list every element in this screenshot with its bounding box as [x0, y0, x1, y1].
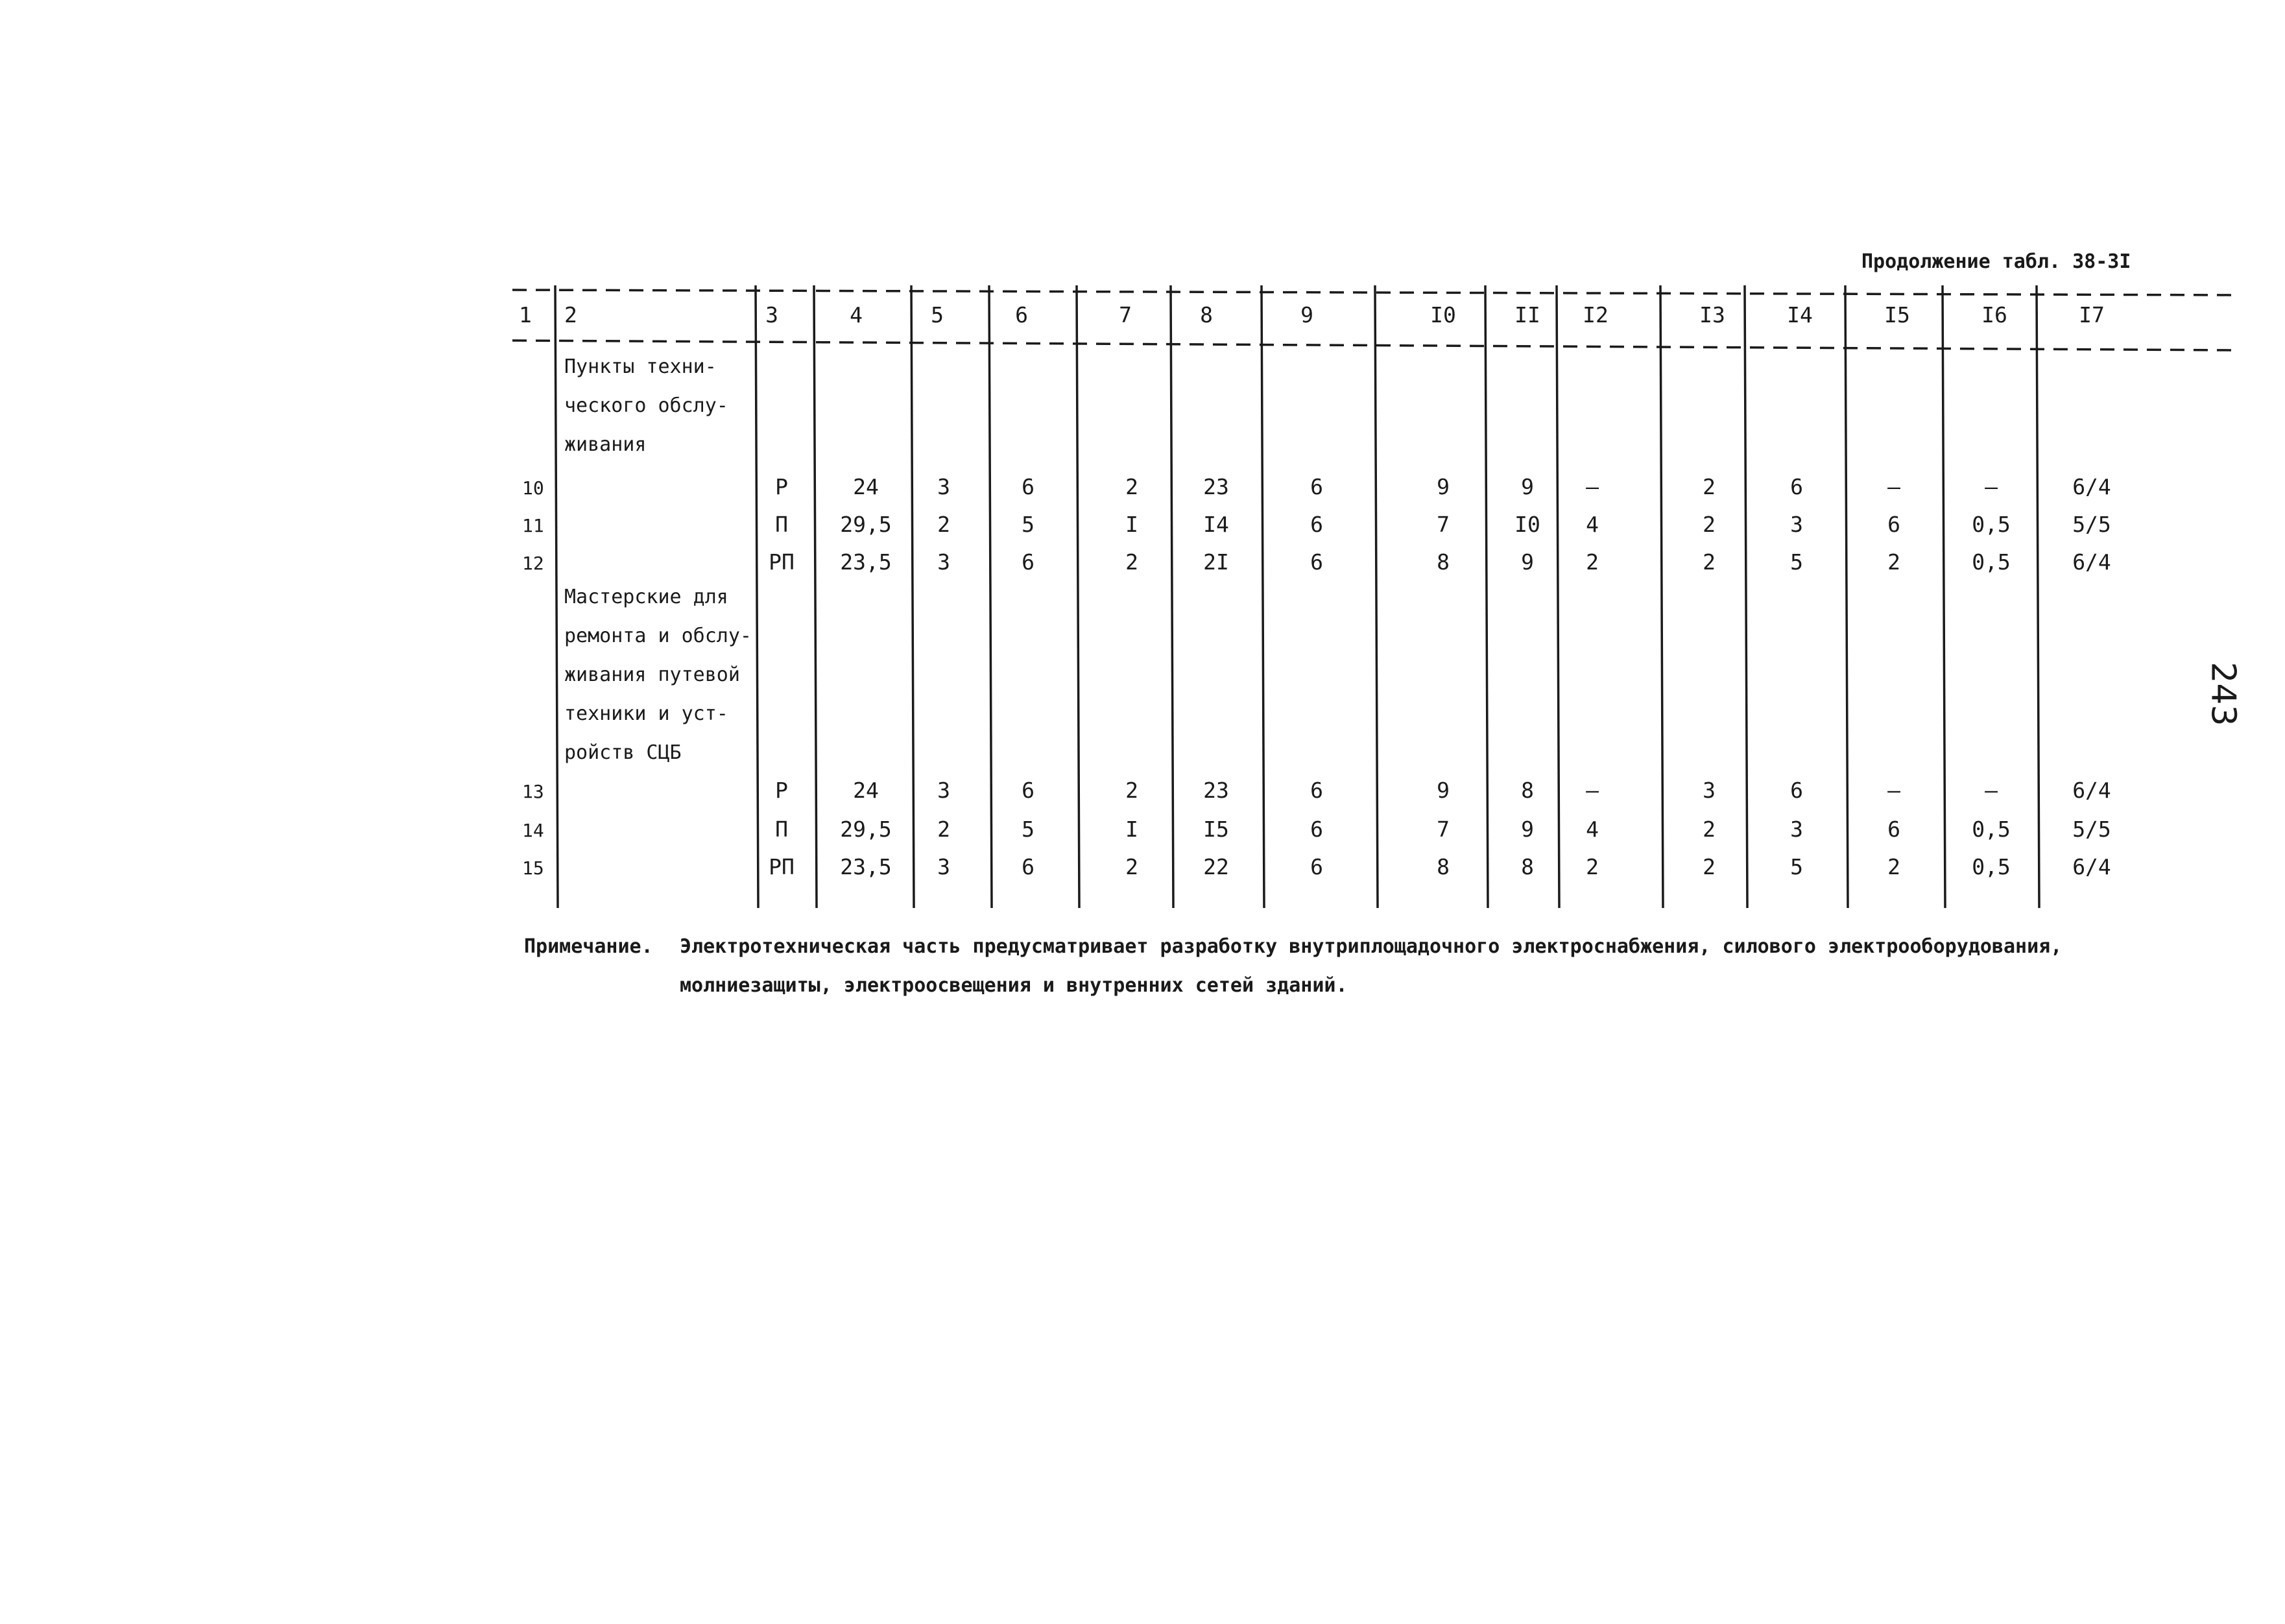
table-cell: 3 [937, 854, 950, 879]
header-cell: 3 [765, 302, 778, 328]
table-cell: – [1586, 778, 1599, 803]
table-cell: 8 [1437, 549, 1450, 575]
table-cell: РП [769, 854, 795, 879]
table-cell: 3 [1790, 817, 1803, 842]
page-number: 243 [2203, 662, 2243, 726]
table-cell: 2 [1703, 854, 1716, 879]
table-cell: 2 [1887, 854, 1900, 879]
header-cell: I7 [2079, 302, 2105, 328]
table-cell: 3 [1703, 778, 1716, 803]
table-cell: 4 [1586, 512, 1599, 537]
table-cell: 3 [937, 778, 950, 803]
table-continuation-label: Продолжение табл. 38-3I [1861, 250, 2131, 273]
table-cell: 5/5 [2072, 512, 2111, 537]
header-cell: 5 [931, 302, 944, 328]
table-cell: 6 [1887, 512, 1900, 537]
table-cell: 8 [1521, 854, 1534, 879]
header-cell: 2 [564, 302, 577, 328]
table-cell: 6 [1022, 778, 1035, 803]
table-cell: 5 [1022, 512, 1035, 537]
table-cell: Р [775, 778, 788, 803]
table-cell: П [775, 817, 788, 842]
table-cell: 2 [1586, 854, 1599, 879]
table-column-divider [1943, 285, 1945, 908]
row-group-label: ческого обслу- [564, 394, 728, 417]
row-number: 10 [522, 477, 544, 499]
table-cell: – [1887, 474, 1900, 499]
table-cell: П [775, 512, 788, 537]
table-cell: Р [775, 474, 788, 499]
header-cell: 1 [519, 302, 532, 328]
table-cell: 6/4 [2072, 854, 2111, 879]
header-cell: I5 [1884, 302, 1910, 328]
table-cell: I [1125, 817, 1138, 842]
row-group-label: живания [564, 433, 647, 456]
row-number: 12 [522, 553, 544, 574]
table-cell: 2 [1703, 512, 1716, 537]
table-cell: 24 [853, 778, 879, 803]
table-cell: 6 [1310, 778, 1323, 803]
table-cell: 7 [1437, 512, 1450, 537]
table-cell: 23,5 [840, 854, 892, 879]
table-cell: 2 [937, 512, 950, 537]
row-group-label: Пункты техни- [564, 355, 717, 378]
table-cell: РП [769, 549, 795, 575]
header-cell: 4 [850, 302, 863, 328]
table-cell: 5 [1790, 854, 1803, 879]
table-cell: 3 [1790, 512, 1803, 537]
table-cell: 9 [1521, 817, 1534, 842]
table-cell: 6/4 [2072, 549, 2111, 575]
table-cell: 24 [853, 474, 879, 499]
header-cell: II [1514, 302, 1540, 328]
table-cell: – [1887, 778, 1900, 803]
table-cell: 9 [1437, 474, 1450, 499]
table-cell: 9 [1437, 778, 1450, 803]
header-cell: I4 [1787, 302, 1813, 328]
header-cell: 8 [1200, 302, 1213, 328]
table-cell: 2 [1125, 549, 1138, 575]
header-cell: 9 [1300, 302, 1313, 328]
row-number: 14 [522, 820, 544, 841]
table-cell: 2 [1887, 549, 1900, 575]
table-cell: 2 [1703, 474, 1716, 499]
table-cell: 0,5 [1972, 512, 2011, 537]
table-cell: 2 [1586, 549, 1599, 575]
row-group-label: живания путевой [564, 663, 740, 686]
table-column-divider [1077, 285, 1079, 908]
table-cell: 9 [1521, 474, 1534, 499]
row-number: 15 [522, 857, 544, 879]
table-cell: 6/4 [2072, 474, 2111, 499]
table-cell: 6 [1790, 474, 1803, 499]
table-cell: 3 [937, 474, 950, 499]
table-cell: 7 [1437, 817, 1450, 842]
table-cell: I5 [1203, 817, 1229, 842]
table-column-divider [1557, 285, 1559, 908]
table-cell: 2 [1125, 854, 1138, 879]
table-cell: 0,5 [1972, 549, 2011, 575]
table-column-divider [1845, 285, 1848, 908]
table-cell: 3 [937, 549, 950, 575]
table-column-divider [2037, 285, 2039, 908]
table-column-divider [1375, 285, 1378, 908]
table-cell: 6 [1310, 549, 1323, 575]
table-cell: 2 [1703, 549, 1716, 575]
table-cell: 6 [1310, 474, 1323, 499]
table-cell: 29,5 [840, 817, 892, 842]
header-cell: I2 [1583, 302, 1609, 328]
table-cell: I [1125, 512, 1138, 537]
table-cell: – [1985, 778, 1998, 803]
table-column-divider [756, 285, 758, 908]
table-cell: 6 [1022, 854, 1035, 879]
table-cell: 2I [1203, 549, 1229, 575]
table-cell: 0,5 [1972, 817, 2011, 842]
table-cell: I4 [1203, 512, 1229, 537]
table-column-divider [555, 285, 558, 908]
table-cell: 6 [1022, 549, 1035, 575]
table-cell: I0 [1514, 512, 1540, 537]
table-cell: 2 [937, 817, 950, 842]
header-cell: 7 [1119, 302, 1132, 328]
row-number: 11 [522, 515, 544, 536]
table-cell: 22 [1203, 854, 1229, 879]
table-cell: 4 [1586, 817, 1599, 842]
table-cell: 23,5 [840, 549, 892, 575]
table-cell: 8 [1521, 778, 1534, 803]
row-group-label: Мастерские для [564, 586, 728, 608]
row-number: 13 [522, 781, 544, 802]
table-cell: 5 [1022, 817, 1035, 842]
table-cell: 2 [1125, 778, 1138, 803]
table-cell: 6 [1310, 512, 1323, 537]
note-text-line-1: Электротехническая часть предусматривает разработку внутриплощадочного электроснабжения, силового электрооборудования, [680, 935, 2063, 958]
table-cell: 5 [1790, 549, 1803, 575]
table-cell: 5/5 [2072, 817, 2111, 842]
table-cell: 6 [1887, 817, 1900, 842]
table-cell: – [1586, 474, 1599, 499]
table-cell: 6 [1310, 817, 1323, 842]
table-column-divider [1262, 285, 1264, 908]
header-cell: I0 [1430, 302, 1456, 328]
table-cell: 6 [1022, 474, 1035, 499]
table-cell: 2 [1125, 474, 1138, 499]
table-column-divider [1660, 285, 1663, 908]
table-column-divider [1485, 285, 1488, 908]
table-column-divider [814, 285, 817, 908]
header-cell: I3 [1699, 302, 1725, 328]
note-label: Примечание. [524, 935, 653, 958]
table-cell: 23 [1203, 474, 1229, 499]
header-cell: 6 [1015, 302, 1028, 328]
note-text-line-2: молниезащиты, электроосвещения и внутренних сетей зданий. [680, 974, 1348, 997]
table-cell: – [1985, 474, 1998, 499]
table-column-divider [911, 285, 914, 908]
header-cell: I6 [1981, 302, 2007, 328]
row-group-label: ройств СЦБ [564, 741, 682, 764]
table-cell: 9 [1521, 549, 1534, 575]
row-group-label: ремонта и обслу- [564, 625, 752, 647]
table-column-divider [1745, 285, 1747, 908]
table-cell: 8 [1437, 854, 1450, 879]
row-group-label: техники и уст- [564, 702, 728, 725]
table-column-divider [989, 285, 992, 908]
table-cell: 29,5 [840, 512, 892, 537]
table-cell: 6 [1310, 854, 1323, 879]
table-cell: 23 [1203, 778, 1229, 803]
table-cell: 6 [1790, 778, 1803, 803]
table-cell: 0,5 [1972, 854, 2011, 879]
table-column-divider [1171, 285, 1173, 908]
table-cell: 2 [1703, 817, 1716, 842]
table-cell: 6/4 [2072, 778, 2111, 803]
